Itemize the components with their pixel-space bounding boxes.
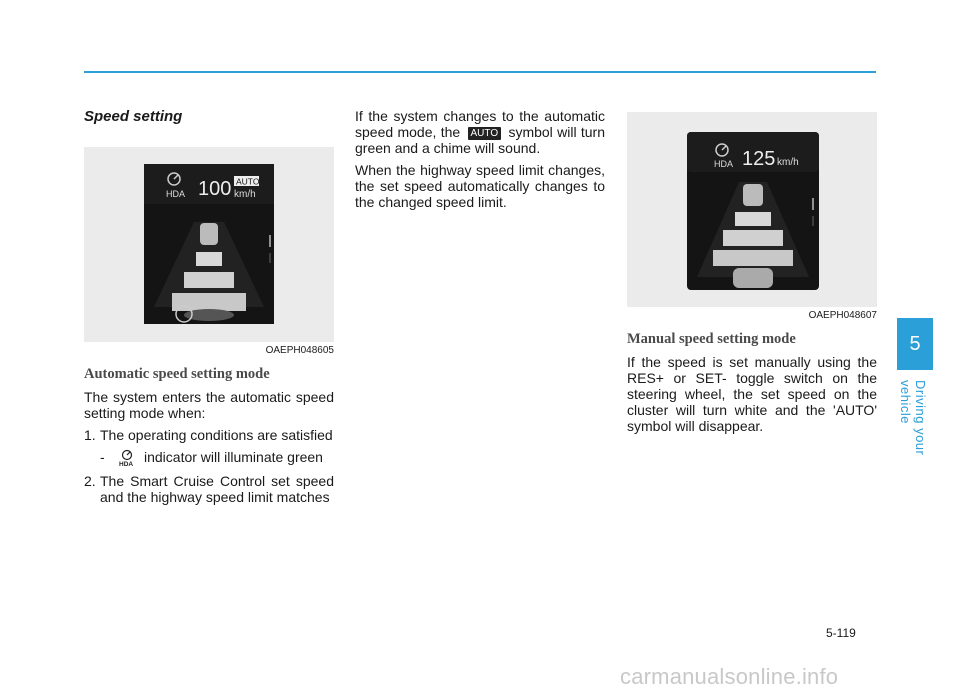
speed-unit: km/h <box>777 157 799 168</box>
own-car-icon <box>733 268 773 288</box>
list-item-1: 1. The operating conditions are satisfied <box>84 427 333 443</box>
figure-caption: OAEPH048605 <box>265 345 334 356</box>
section-title: Speed setting <box>84 108 183 125</box>
column-3 <box>627 112 877 440</box>
cluster-display-manual <box>627 112 877 307</box>
list-item-2: 2. The Smart Cruise Control set speed and the highway speed limit matches <box>84 473 334 506</box>
watermark: carmanualsonline.info <box>620 664 839 689</box>
auto-mode-heading: Automatic speed setting mode <box>84 366 270 382</box>
top-rule <box>84 71 876 73</box>
hda-label: HDA <box>714 159 734 169</box>
lead-car-icon <box>200 223 218 245</box>
manual-mode-text: If the speed is set manually using the RES+ or SET- toggle switch on the steering wheel, the set speed on the cluster will turn white and the 'AUTO' symbol will disappear. <box>627 354 877 434</box>
cluster-display-auto <box>84 147 334 342</box>
page-number: 5-119 <box>826 626 856 640</box>
cluster-figure-manual <box>627 112 877 307</box>
list-sub-item: - HDA indicator will illuminate green <box>100 449 323 468</box>
figure-caption: OAEPH048607 <box>808 310 877 321</box>
hda-label: HDA <box>166 189 186 199</box>
auto-badge: AUTO <box>236 176 260 187</box>
auto-symbol: AUTO <box>468 127 502 140</box>
chapter-tab: 5 <box>897 318 933 370</box>
lead-car-icon <box>743 184 763 206</box>
cluster-figure-auto <box>84 147 334 342</box>
chapter-label: Driving your vehicle <box>898 380 928 456</box>
column-1 <box>84 108 334 511</box>
auto-mode-intro: The system enters the automatic speed setting mode when: <box>84 389 334 421</box>
set-speed: 125 <box>742 148 776 170</box>
auto-change-paragraph: If the system changes to the automatic speed mode, the AUTO symbol will turn green and a chime will sound. <box>355 108 605 156</box>
set-speed: 100 <box>198 178 232 200</box>
manual-mode-heading: Manual speed setting mode <box>627 331 796 347</box>
speed-unit: km/h <box>234 189 256 200</box>
column-2 <box>355 108 605 216</box>
speed-limit-paragraph: When the highway speed limit changes, the set speed automatically changes to the changed speed limit. <box>355 162 605 210</box>
svg-text:HDA: HDA <box>119 461 134 468</box>
hda-indicator-icon <box>116 449 138 467</box>
